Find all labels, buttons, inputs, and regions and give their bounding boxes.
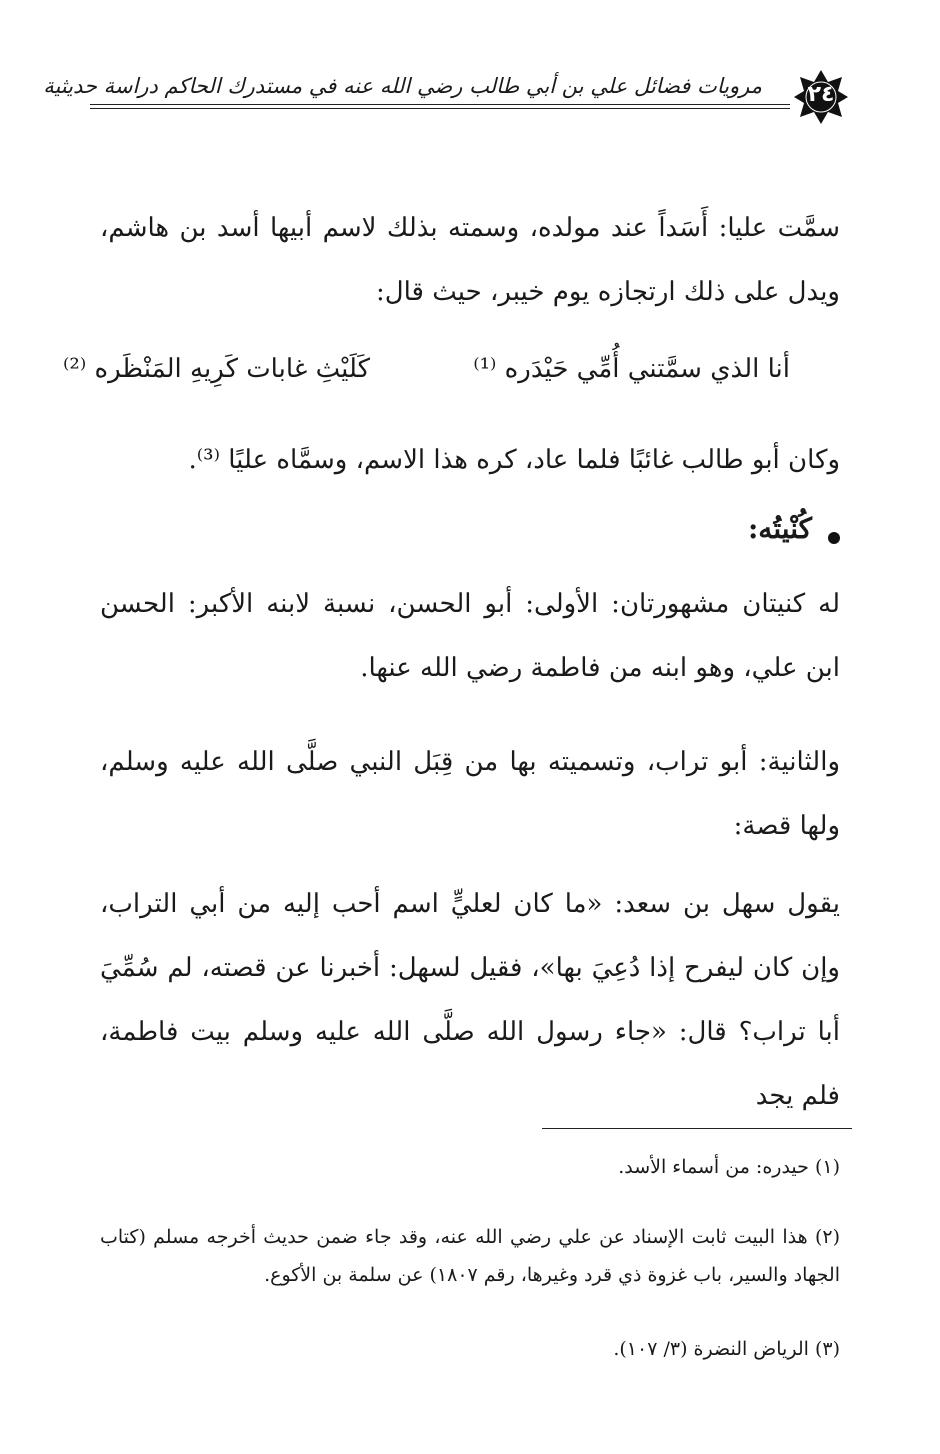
section-heading: كُنْيتُه:: [747, 512, 812, 545]
paragraph-4: [100, 730, 840, 858]
poetry-verse: [62, 354, 840, 404]
footnote-separator: [542, 1128, 852, 1129]
header-rule-bottom: [90, 108, 790, 109]
page-number: ٢٤: [807, 82, 835, 107]
paragraph-5-text: يقول سهل بن سعد: «ما كان لعليٍّ اسم أحب إليه من أبي التراب، وإن كان ليفرح إذا دُعِيَ بها»، فقيل لسهل: أخبرنا عن قصته، لم سُمِّيَ أبا تراب؟ قال: «جاء رسول الله صلَّى الله عليه وسلم بيت فاطمة، فلم يجد: [100, 889, 840, 1111]
paragraph-2: [100, 428, 840, 492]
paragraph-5: [100, 872, 840, 1128]
footnote-2: (٢) هذا البيت ثابت الإسناد عن علي رضي الله عنه، وقد جاء ضمن حديث أخرجه مسلم (كتاب الجهاد والسير، باب غزوة ذي قرد وغيرها، رقم ١٨٠٧) عن سلمة بن الأكوع.: [100, 1226, 840, 1286]
paragraph-3: [100, 572, 840, 700]
header-rule-top: [90, 104, 790, 105]
paragraph-3-text: له كنيتان مشهورتان: الأولى: أبو الحسن، نسبة لابنه الأكبر: الحسن ابن علي، وهو ابنه من فاطمة رضي الله عنها.: [100, 589, 840, 683]
footnote-3: (٣) الرياض النضرة (٣/ ١٠٧).: [613, 1338, 840, 1360]
paragraph-1-text: سمَّت عليا: أَسَداً عند مولده، وسمته بذلك لاسم أبيها أسد بن هاشم، ويدل على ذلك ارتجازه يوم خيبر، حيث قال:: [100, 213, 840, 307]
running-header: [43, 68, 850, 128]
footnote-1: (١) حيدره: من أسماء الأسد.: [618, 1156, 840, 1178]
verse-first-hemistich: أنا الذي سمَّتني أُمِّي حَيْدَره ⁽¹⁾: [473, 354, 790, 384]
bullet-icon: [828, 532, 840, 544]
paragraph-4-text: والثانية: أبو تراب، وتسميته بها من قِبَل النبي صلَّى الله عليه وسلم، ولها قصة:: [100, 747, 840, 841]
book-title: مرويات فضائل علي بن أبي طالب رضي الله عنه في مستدرك الحاكم دراسة حديثية: [43, 74, 762, 98]
page-number-badge: [792, 68, 850, 126]
verse-second-hemistich: كَلَيْثِ غابات كَرِيهِ المَنْظَره ⁽²⁾: [62, 354, 370, 384]
paragraph-2-text: وكان أبو طالب غائبًا فلما عاد، كره هذا الاسم، وسمَّاه عليًا ⁽³⁾.: [188, 445, 840, 475]
paragraph-1: [100, 196, 840, 324]
